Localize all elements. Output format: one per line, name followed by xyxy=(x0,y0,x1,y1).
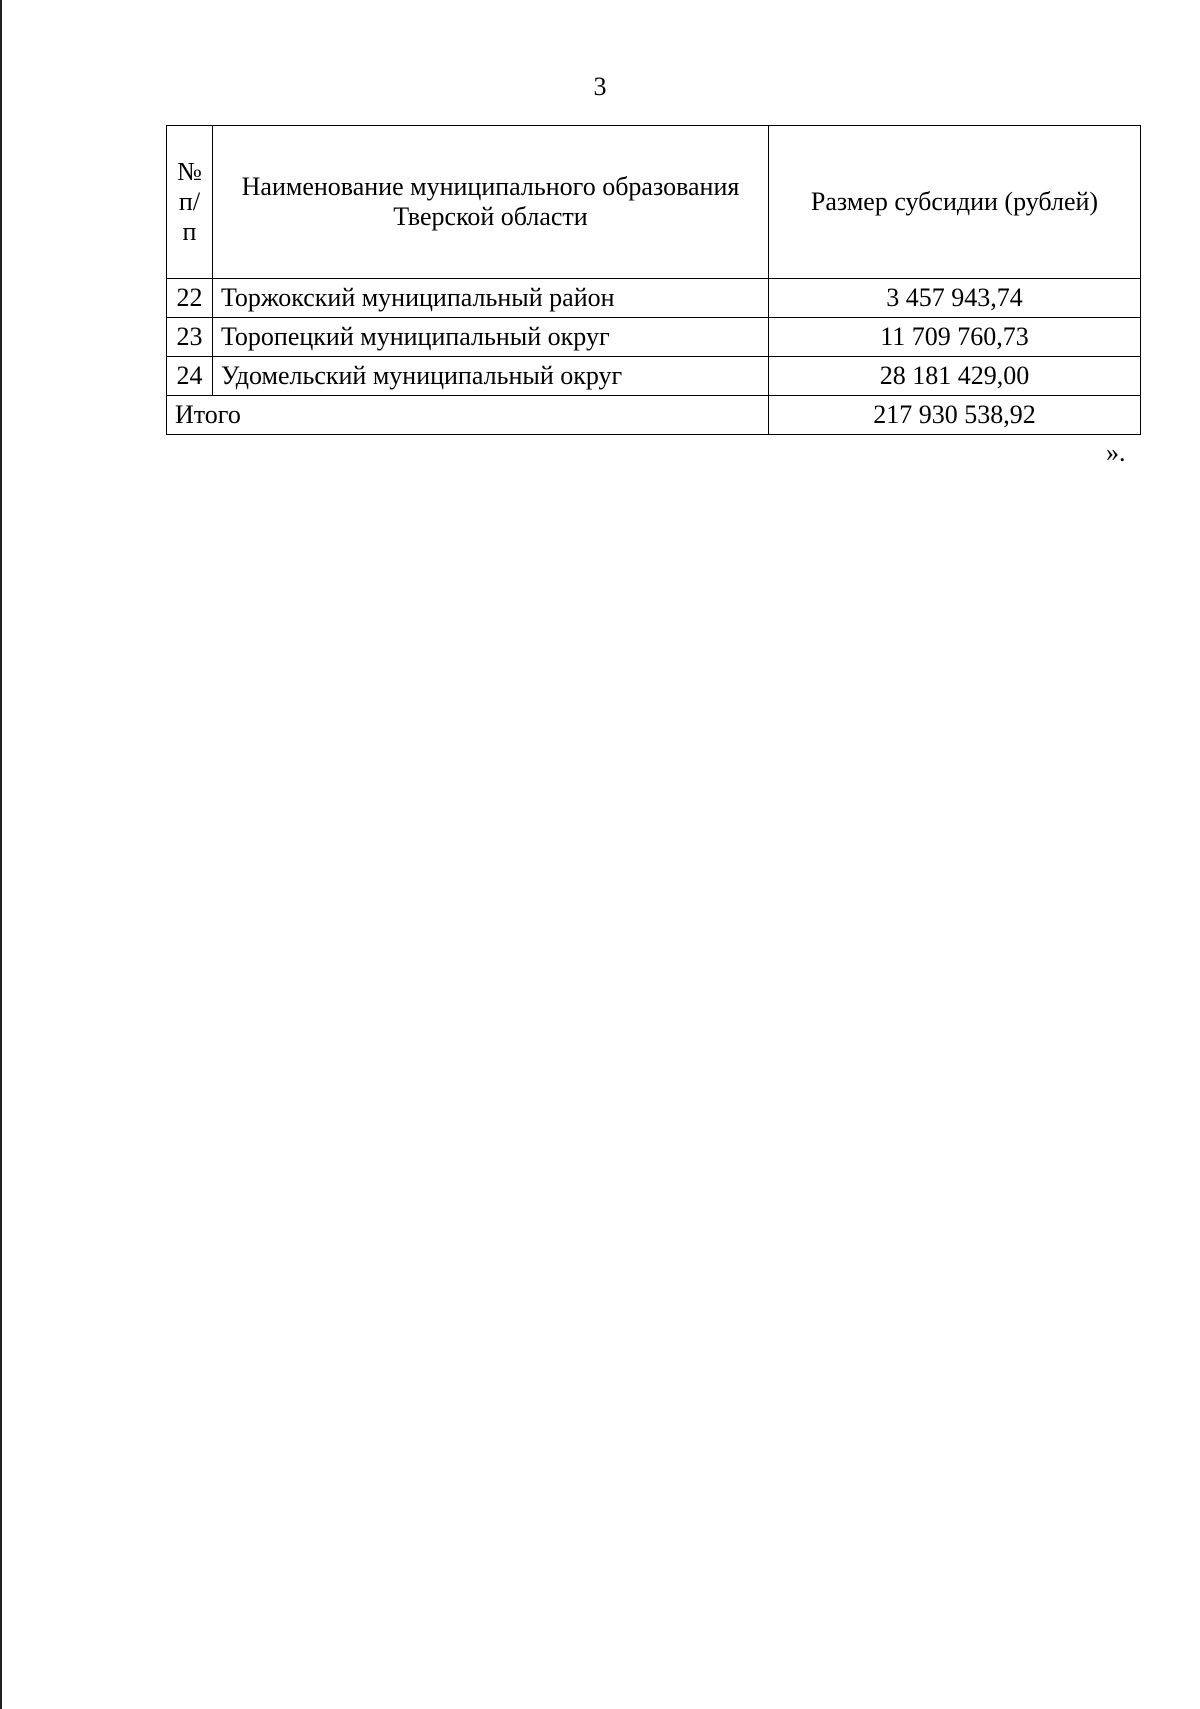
table-header-row xyxy=(167,126,1141,279)
row-name: Торопецкий муниципальный округ xyxy=(213,318,769,357)
header-amount: Размер субсидии (рублей) xyxy=(769,126,1141,279)
row-amount: 3 457 943,74 xyxy=(769,279,1141,318)
subsidy-table xyxy=(166,125,1141,435)
closing-quote: ». xyxy=(1106,438,1126,467)
header-name: Наименование муниципального образования Тверской области xyxy=(213,126,769,279)
row-name: Торжокский муниципальный район xyxy=(213,279,769,318)
row-num: 24 xyxy=(167,357,213,396)
row-num: 22 xyxy=(167,279,213,318)
header-num: № п/п xyxy=(167,126,213,279)
total-row xyxy=(167,396,1141,435)
page-number: 3 xyxy=(593,72,607,101)
row-amount: 28 181 429,00 xyxy=(769,357,1141,396)
total-amount: 217 930 538,92 xyxy=(769,396,1141,435)
row-amount: 11 709 760,73 xyxy=(769,318,1141,357)
table-row xyxy=(167,318,1141,357)
table-row xyxy=(167,279,1141,318)
table-row xyxy=(167,357,1141,396)
scan-edge xyxy=(0,0,2,1709)
total-label: Итого xyxy=(167,396,769,435)
row-num: 23 xyxy=(167,318,213,357)
row-name: Удомельский муниципальный округ xyxy=(213,357,769,396)
